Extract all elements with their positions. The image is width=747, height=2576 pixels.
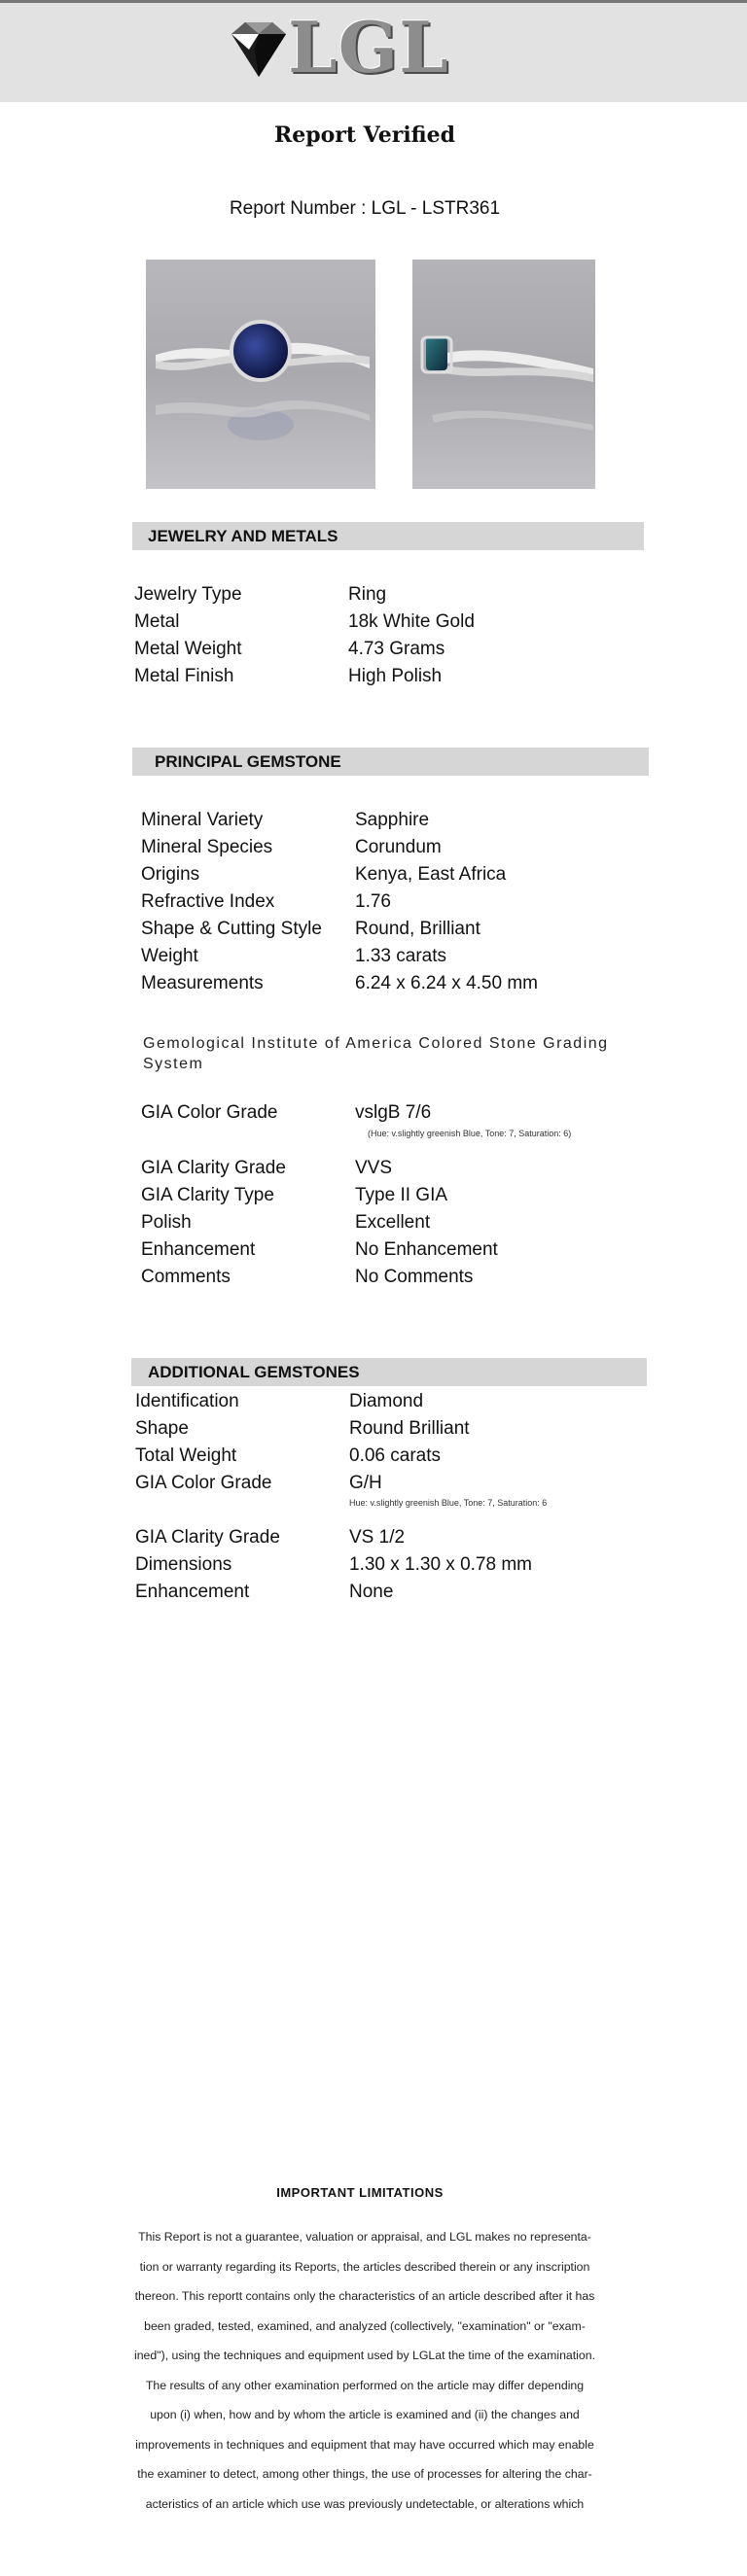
gia-clarity-grade-label: GIA Clarity Grade [141,1158,286,1178]
dimensions-value: 1.30 x 1.30 x 0.78 mm [349,1554,532,1575]
jewelry-type-label: Jewelry Type [134,584,242,605]
limitations-line: the examiner to detect, among other things, the use of processes for altering the char- [137,2467,592,2481]
limitations-line: improvements in techniques and equipment that may have occurred which may enable [135,2437,594,2452]
limitations-line: The results of any other examination performed on the article may differ depending [145,2378,585,2392]
dimensions-label: Dimensions [135,1554,232,1575]
refractive-index-label: Refractive Index [141,891,275,912]
origins-value: Kenya, East Africa [355,864,507,885]
jewelry-metals-heading: JEWELRY AND METALS [132,522,644,550]
polish-value: Excellent [355,1212,431,1233]
limitations-line: thereon. This reportt contains only the characteristics of an article described after it has [134,2289,595,2303]
diamond-logo-icon [228,20,290,81]
limitations-text [97,2222,632,2519]
mineral-variety-label: Mineral Variety [141,810,264,830]
diamond-clarity-grade-value: VS 1/2 [349,1527,406,1548]
metal-finish-value: High Polish [348,666,443,686]
diamond-color-grade-value: G/H [349,1473,382,1493]
total-weight-label: Total Weight [135,1445,237,1466]
origins-label: Origins [141,864,200,885]
enhancement-value: No Enhancement [355,1239,498,1260]
mineral-variety-value: Sapphire [355,810,430,830]
limitations-line: been graded, tested, examined, and analyzed (collectively, "examination" or "exam- [144,2318,586,2333]
ring-front-photo [146,260,375,489]
principal-gemstone-heading: PRINCIPAL GEMSTONE [132,748,649,776]
enhancement-label: Enhancement [141,1239,256,1260]
color-grade-note: (Hue: v.slightly greenish Blue, Tone: 7, Saturation: 6) [368,1129,572,1138]
diamond-enhancement-value: None [349,1582,394,1602]
jewelry-type-value: Ring [348,584,387,605]
gia-clarity-type-value: Type II GIA [355,1185,448,1205]
metal-value: 18k White Gold [348,611,475,632]
diamond-color-note: Hue: v.slightly greenish Blue, Tone: 7, Saturation: 6 [349,1498,548,1508]
diamond-color-grade-label: GIA Color Grade [135,1473,272,1493]
total-weight-value: 0.06 carats [349,1445,441,1466]
measurements-value: 6.24 x 6.24 x 4.50 mm [355,973,538,993]
metal-weight-value: 4.73 Grams [348,639,445,659]
shape-cutting-value: Round, Brilliant [355,919,480,939]
additional-gemstones-heading: ADDITIONAL GEMSTONES [131,1358,647,1386]
diamond-clarity-grade-label: GIA Clarity Grade [135,1527,280,1548]
limitations-line: upon (i) when, how and by whom the article is examined and (ii) the changes and [150,2408,580,2421]
page-title: Report Verified [273,122,456,148]
identification-value: Diamond [349,1391,424,1411]
lgl-logo[interactable] [228,6,480,94]
logo-text: LGL [288,6,449,88]
measurements-label: Measurements [141,973,264,993]
site-header [0,3,747,102]
weight-label: Weight [141,946,198,966]
gia-grading-system-heading: Gemological Institute of America Colored Stone Grading System [143,1035,609,1072]
refractive-index-value: 1.76 [355,891,391,912]
shape-value: Round Brilliant [349,1418,470,1439]
diamond-enhancement-label: Enhancement [135,1582,250,1602]
gia-clarity-type-label: GIA Clarity Type [141,1185,274,1205]
limitations-line: acteristics of an article which use was previously undetectable, or alterations which [145,2496,585,2511]
limitations-line: This Report is not a guarantee, valuation or appraisal, and LGL makes no representa- [138,2230,591,2244]
gia-color-grade-label: GIA Color Grade [141,1102,278,1123]
ring-side-photo [412,260,595,489]
metal-weight-label: Metal Weight [134,639,242,659]
metal-label: Metal [134,611,180,632]
gia-clarity-grade-value: VVS [355,1158,393,1178]
weight-value: 1.33 carats [355,946,446,966]
polish-label: Polish [141,1212,192,1233]
comments-value: No Comments [355,1267,474,1287]
report-number: Report Number : LGL - LSTR361 [229,198,501,219]
mineral-species-value: Corundum [355,837,442,857]
shape-label: Shape [135,1418,189,1439]
shape-cutting-label: Shape & Cutting Style [141,919,322,939]
metal-finish-label: Metal Finish [134,666,234,686]
important-limitations-heading: IMPORTANT LIMITATIONS [276,2185,444,2200]
comments-label: Comments [141,1267,231,1287]
gia-color-grade-value: vslgB 7/6 [355,1102,432,1123]
identification-label: Identification [135,1391,239,1411]
mineral-species-label: Mineral Species [141,837,273,857]
limitations-line: ined"), using the techniques and equipment used by LGLat the time of the examination. [133,2349,595,2362]
limitations-line: tion or warranty regarding its Reports, the articles described therein or any inscription [139,2259,590,2274]
